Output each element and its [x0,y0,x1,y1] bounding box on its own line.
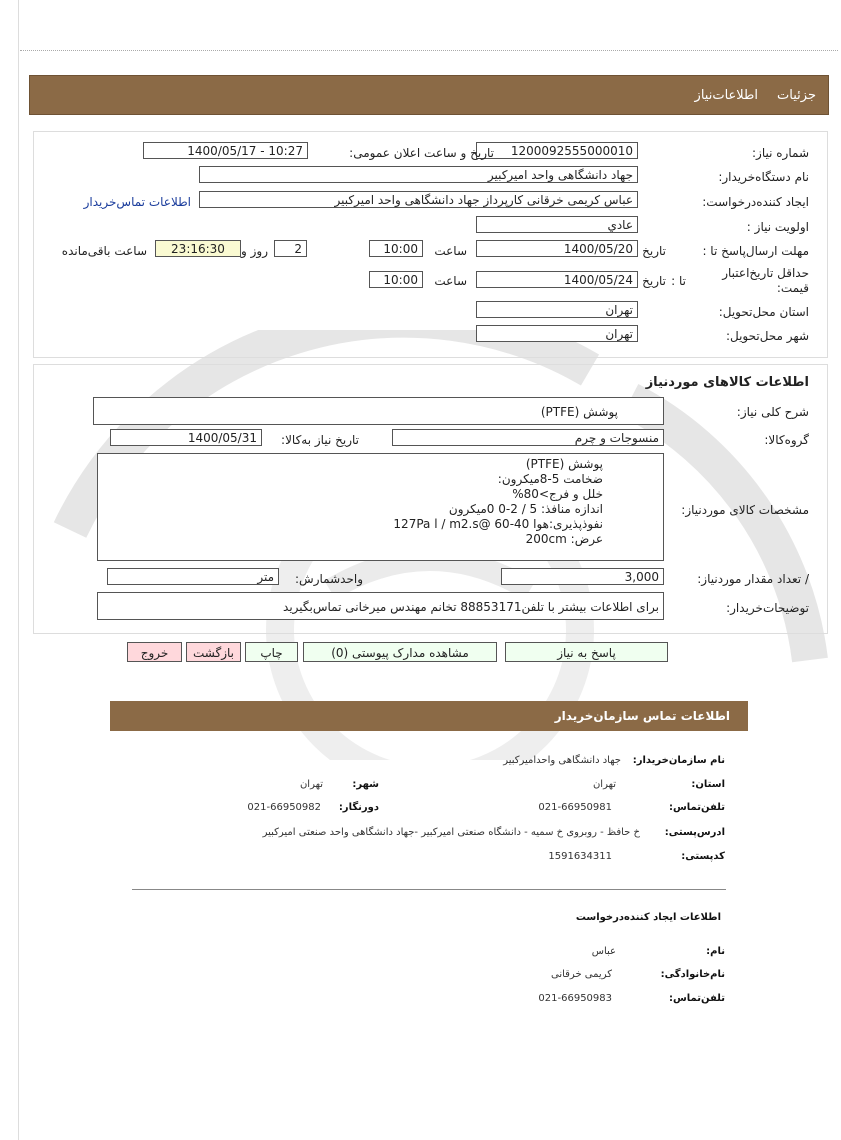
need-date-field: 1400/05/31 [110,429,262,446]
contact-city-label: شهر: [352,779,379,790]
unit-label: واحد‌شمارش: [295,572,363,586]
city-label: شهر محل‌تحویل: [725,329,809,343]
contact-section-title: اطلاعات تماس سازمان‌خریدار [554,709,730,723]
contact-section-header [110,701,748,731]
validity-time-field: 10:00 [369,271,423,288]
need-number-label: شماره نیاز: [752,146,809,160]
back-button[interactable]: بازگشت [186,642,241,662]
contact-postal-label: کدپستی: [681,851,725,862]
group-field: منسوجات و چرم [392,429,664,446]
contact-address-label: ادرس‌پستی: [664,827,725,838]
creator-last-name-label: نام‌خانوادگی: [660,969,725,980]
need-number-field: 1200092555000010 [476,142,638,159]
goods-section-title: اطلاعات کالاهای موردنیاز [645,375,809,390]
buyer-notes-label: توضیحات‌خریدار: [726,601,809,615]
contact-postal-value: 1591634311 [548,851,612,862]
spec-line: ضخامت 5-8میکرون: [497,472,603,486]
deadline-time-label: ساعت [434,244,467,258]
contact-divider [132,889,726,890]
spec-line: نفوذپذیری:هوا 40-60 @127Pa l / m2.s [393,517,603,531]
buyer-notes-field: برای اطلاعات بیشتر با تلفن88853171 تخانم مهندس میرخانی تماس‌بگیرید [97,592,664,620]
priority-label: اولویت نیاز : [746,220,809,234]
quantity-label: / تعداد مقدار مورد‌نیاز: [697,572,809,586]
province-field: تهران [476,301,638,318]
contact-city-value: تهران [299,779,323,790]
province-label: استان محل‌تحویل: [718,305,809,319]
buyer-contact-link[interactable]: اطلاعات تماس‌خریدار [83,195,191,209]
page-left-border [18,0,19,1140]
quantity-field: 3,000 [501,568,664,585]
creator-label: ایجاد کننده‌درخواست: [702,195,809,209]
announce-field: 1400/05/17 - 10:27 [143,142,308,159]
priority-field: عادي [476,216,638,233]
page-header-bar [29,75,829,115]
contact-org-label: نام سازمان‌خریدار: [632,755,725,766]
buyer-org-field: جهاد دانشگاهی واحد امیرکبیر [199,166,638,183]
remaining-label: ساعت باقی‌مانده [61,244,147,258]
days-field: 2 [274,240,307,257]
contact-province-value: تهران [592,779,616,790]
spec-label: مشخصات کالای مورد‌نیاز: [681,503,809,517]
need-date-label: تاریخ نیاز به‌کالا: [281,433,359,447]
spec-line: عرض: 200cm [525,532,603,546]
creator-info-title: اطلاعات ایجاد کننده‌درخواست [575,912,721,923]
validity-time-label: ساعت [434,274,467,288]
spec-line: خلل و فرج>80% [512,487,603,501]
tab-need-info[interactable]: اطلاعات‌نیاز [694,88,758,103]
deadline-date-field: 1400/05/20 [476,240,638,257]
creator-phone-value: 021-66950983 [538,993,612,1004]
deadline-date-label: تاریخ [642,244,666,258]
contact-fax-value: 021-66950982 [247,802,321,813]
validity-label-1: حداقل تاریخ‌اعتبار [722,266,809,280]
deadline-label: مهلت ارسال‌پاسخ تا : [702,244,809,258]
exit-button[interactable]: خروج [127,642,182,662]
creator-last-name-value: کریمی خرقانی [550,969,612,980]
contact-province-label: استان: [691,779,725,790]
spec-box [97,453,664,561]
contact-address-value: خ حافظ - روبروی خ سمیه - دانشگاه صنعتی امیرکبیر -جهاد دانشگاهی واحد صنعتی امیرکبیر [262,827,640,838]
creator-first-name-label: نام: [706,946,725,957]
print-button[interactable]: چاپ [245,642,298,662]
deadline-time-field: 10:00 [369,240,423,257]
creator-phone-label: تلفن‌تماس: [668,993,725,1004]
creator-first-name-value: عباس [591,946,616,957]
city-field: تهران [476,325,638,342]
desc-label: شرح کلی نیاز: [736,405,809,419]
contact-org-value: جهاد دانشگاهی واحدامیرکبیر [503,755,621,766]
unit-field: متر [107,568,279,585]
announce-label: تاریخ و ساعت اعلان عمومی: [349,146,494,160]
validity-to-label: تا : [671,274,686,288]
days-label: روز و [241,244,268,258]
top-divider [20,50,838,51]
validity-label-2: قیمت: [776,281,809,295]
attachments-button[interactable]: مشاهده مدارک پیوستی (0) [303,642,497,662]
desc-field: پوشش (PTFE) [93,397,664,425]
tab-details[interactable]: جزئیات [777,88,816,103]
group-label: گروه‌کالا: [764,433,809,447]
validity-date-label: تاریخ [642,274,666,288]
contact-phone-value: 021-66950981 [538,802,612,813]
creator-field: عباس کریمی خرقانی کارپرداز جهاد دانشگاهی واحد امیرکبیر [199,191,638,208]
remaining-time-field: 23:16:30 [155,240,241,257]
spec-line: پوشش (PTFE) [525,457,603,471]
spec-line: اندازه منافذ: 5 / 2-0 0میکرون [448,502,603,516]
validity-date-field: 1400/05/24 [476,271,638,288]
contact-fax-label: دورنگار: [338,802,379,813]
contact-phone-label: تلفن‌تماس: [668,802,725,813]
reply-button[interactable]: پاسخ به نیاز [505,642,668,662]
buyer-org-label: نام دستگاه‌خریدار: [718,170,809,184]
